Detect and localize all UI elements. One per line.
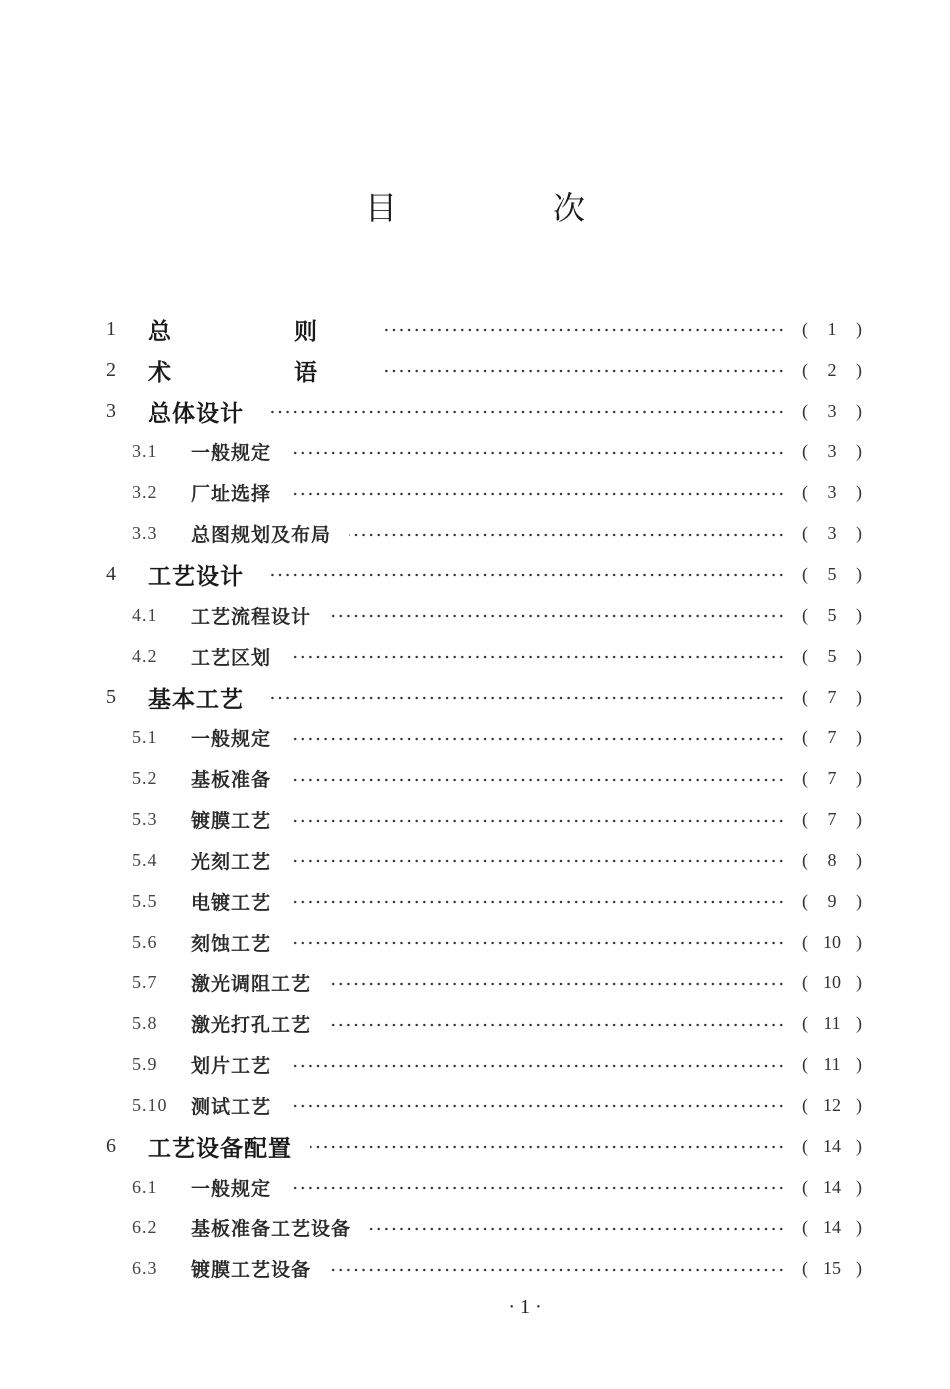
toc-entry-page: [802, 401, 862, 422]
toc-entry-number: 5.8: [132, 1013, 158, 1034]
toc-entry[interactable]: [0, 350, 950, 391]
page-open-paren: (: [802, 318, 808, 339]
page-close-paren: ): [856, 727, 862, 748]
dot-leader: [289, 1104, 785, 1108]
toc-entry-title: 总图规划及布局: [191, 520, 335, 547]
toc-entry-title: 基板准备: [191, 765, 275, 792]
page-value: 10: [823, 931, 841, 952]
toc-entry-number: 6.2: [132, 1217, 158, 1238]
toc-entry-page: [802, 687, 862, 708]
page-open-paren: (: [802, 441, 808, 462]
toc-entry-page: [802, 972, 862, 993]
toc-entry-number: 5.2: [132, 768, 158, 789]
page-close-paren: ): [856, 1176, 862, 1197]
toc-entry-page: [802, 809, 862, 830]
toc-entry-page: [802, 932, 862, 953]
toc-entry-page: [802, 850, 862, 871]
page-close-paren: ): [856, 359, 862, 380]
page-value: 11: [823, 1054, 841, 1075]
toc-entry-page: [802, 441, 862, 462]
dot-leader: [289, 819, 785, 823]
page-open-paren: (: [802, 686, 808, 707]
page-value: 3: [827, 441, 837, 462]
toc-entry-page: [802, 482, 862, 503]
page-open-paren: (: [802, 727, 808, 748]
toc-entry-title: 工艺设计: [148, 558, 248, 591]
toc-entry-page: [802, 1013, 862, 1034]
dot-leader: [270, 410, 785, 414]
dot-leader: [270, 696, 785, 700]
page-value: 14: [823, 1176, 841, 1197]
toc-entry-page: [802, 1177, 862, 1198]
toc-entry-page: [802, 360, 862, 381]
page-close-paren: ): [856, 686, 862, 707]
toc-entry-number: 5.6: [132, 931, 158, 952]
page-open-paren: (: [802, 768, 808, 789]
toc-entry-page: [802, 768, 862, 789]
toc-entry-title: 工艺区划: [191, 643, 275, 670]
page-close-paren: ): [856, 809, 862, 830]
dot-leader: [329, 1268, 785, 1272]
toc-entry-number: 1: [106, 317, 116, 340]
toc-entry[interactable]: [0, 309, 950, 350]
toc-entry[interactable]: [0, 1044, 950, 1085]
toc-entry-title: 电镀工艺: [191, 888, 275, 915]
page-close-paren: ): [856, 1258, 862, 1279]
page-open-paren: (: [802, 1013, 808, 1034]
page-open-paren: (: [802, 809, 808, 830]
toc-entry-number: 5: [106, 685, 116, 708]
dot-leader: [385, 328, 785, 332]
page-value: 7: [827, 809, 837, 830]
toc-entry-title: 激光调阻工艺: [191, 969, 315, 996]
page-close-paren: ): [856, 1217, 862, 1238]
toc-entry-page: [802, 1054, 862, 1075]
toc-entry-page: [802, 891, 862, 912]
page-value: 7: [827, 727, 837, 748]
page-value: 8: [827, 849, 837, 870]
page-value: 5: [827, 563, 837, 584]
dot-leader: [289, 941, 785, 945]
toc-entry[interactable]: [0, 1248, 950, 1289]
dot-leader: [310, 1145, 785, 1149]
toc-entry-page: [802, 727, 862, 748]
page-close-paren: ): [856, 1013, 862, 1034]
page-value: 1: [827, 318, 837, 339]
toc-entry[interactable]: [0, 717, 950, 758]
toc-entry-number: 4: [106, 562, 116, 585]
page-value: 5: [827, 645, 837, 666]
dot-leader: [329, 982, 785, 986]
toc-entry-title: 工艺流程设计: [191, 602, 315, 629]
toc-entry-title: 划片工艺: [191, 1051, 275, 1078]
toc-entry-title: 总 则: [148, 313, 371, 346]
dot-leader: [329, 614, 785, 618]
toc-entry[interactable]: [0, 513, 950, 554]
page-close-paren: ): [856, 604, 862, 625]
dot-leader: [289, 737, 785, 741]
page-open-paren: (: [802, 1054, 808, 1075]
toc-entry-number: 3.2: [132, 482, 158, 503]
toc-entry[interactable]: [0, 1003, 950, 1044]
toc-entry-number: 5.7: [132, 972, 158, 993]
toc-entry-title: 测试工艺: [191, 1092, 275, 1119]
page-open-paren: (: [802, 563, 808, 584]
toc-entry-title: 刻蚀工艺: [191, 929, 275, 956]
toc-entry-number: 5.3: [132, 809, 158, 830]
table-of-contents: [0, 309, 950, 1289]
page-close-paren: ): [856, 400, 862, 421]
page-open-paren: (: [802, 1094, 808, 1115]
toc-entry-number: 2: [106, 358, 116, 381]
page-value: 2: [827, 359, 837, 380]
dot-leader: [270, 573, 785, 577]
toc-entry[interactable]: [0, 554, 950, 595]
toc-entry-page: [802, 1258, 862, 1279]
toc-entry-title: 厂址选择: [191, 479, 275, 506]
toc-entry-title: 一般规定: [191, 438, 275, 465]
page-open-paren: (: [802, 849, 808, 870]
page-close-paren: ): [856, 563, 862, 584]
page-value: 5: [827, 604, 837, 625]
page-open-paren: (: [802, 1258, 808, 1279]
toc-entry-title: 镀膜工艺: [191, 806, 275, 833]
dot-leader: [289, 859, 785, 863]
toc-entry[interactable]: [0, 432, 950, 473]
page-open-paren: (: [802, 1135, 808, 1156]
page-close-paren: ): [856, 768, 862, 789]
toc-entry-page: [802, 523, 862, 544]
toc-entry-title: 镀膜工艺设备: [191, 1255, 315, 1282]
toc-entry-title: 一般规定: [191, 724, 275, 751]
toc-entry[interactable]: [0, 1208, 950, 1249]
toc-entry[interactable]: [0, 472, 950, 513]
page-close-paren: ): [856, 645, 862, 666]
toc-entry-number: 5.1: [132, 727, 158, 748]
page-number: · 1 ·: [508, 1296, 542, 1318]
dot-leader: [329, 1023, 785, 1027]
page-close-paren: ): [856, 849, 862, 870]
page-value: 10: [823, 972, 841, 993]
toc-entry[interactable]: [0, 1167, 950, 1208]
page-value: 12: [823, 1094, 841, 1115]
toc-entry-number: 5.10: [132, 1094, 168, 1115]
toc-entry[interactable]: [0, 677, 950, 718]
toc-entry-title: 工艺设备配置: [148, 1130, 296, 1163]
page-value: 3: [827, 482, 837, 503]
page-open-paren: (: [802, 400, 808, 421]
page-open-paren: (: [802, 890, 808, 911]
page-close-paren: ): [856, 1094, 862, 1115]
dot-leader: [289, 492, 785, 496]
toc-entry[interactable]: [0, 840, 950, 881]
toc-entry[interactable]: [0, 799, 950, 840]
page-open-paren: (: [802, 482, 808, 503]
toc-entry-number: 5.9: [132, 1054, 158, 1075]
toc-entry-page: [802, 1095, 862, 1116]
toc-entry-page: [802, 646, 862, 667]
toc-entry[interactable]: [0, 963, 950, 1004]
toc-entry-number: 6.1: [132, 1176, 158, 1197]
toc-entry-page: [802, 319, 862, 340]
toc-entry[interactable]: [0, 1085, 950, 1126]
page-close-paren: ): [856, 1054, 862, 1075]
page-close-paren: ): [856, 931, 862, 952]
toc-entry-number: 3.1: [132, 441, 158, 462]
dot-leader: [385, 369, 785, 373]
toc-entry-number: 5.4: [132, 849, 158, 870]
page-value: 15: [823, 1258, 841, 1279]
page-close-paren: ): [856, 441, 862, 462]
dot-leader: [289, 900, 785, 904]
dot-leader: [369, 1227, 785, 1231]
toc-entry[interactable]: [0, 1126, 950, 1167]
page-open-paren: (: [802, 604, 808, 625]
page-close-paren: ): [856, 482, 862, 503]
page-open-paren: (: [802, 972, 808, 993]
toc-entry[interactable]: [0, 922, 950, 963]
toc-entry-number: 3: [106, 399, 116, 422]
toc-entry-number: 3.3: [132, 523, 158, 544]
page-value: 3: [827, 400, 837, 421]
toc-entry[interactable]: [0, 758, 950, 799]
page-title: 目 次: [364, 189, 647, 227]
page-close-paren: ): [856, 890, 862, 911]
toc-entry-title: 激光打孔工艺: [191, 1010, 315, 1037]
page-value: 14: [823, 1217, 841, 1238]
dot-leader: [289, 1186, 785, 1190]
page-value: 9: [827, 890, 837, 911]
page-close-paren: ): [856, 523, 862, 544]
toc-entry-title: 基本工艺: [148, 681, 248, 714]
dot-leader: [289, 655, 785, 659]
toc-entry-title: 一般规定: [191, 1174, 275, 1201]
toc-entry-title: 基板准备工艺设备: [191, 1214, 355, 1241]
page-open-paren: (: [802, 645, 808, 666]
page-value: 7: [827, 686, 837, 707]
toc-entry-number: 6: [106, 1134, 116, 1157]
page-value: 7: [827, 768, 837, 789]
toc-entry-page: [802, 1217, 862, 1238]
dot-leader: [289, 451, 785, 455]
page-close-paren: ): [856, 1135, 862, 1156]
page-close-paren: ): [856, 318, 862, 339]
page-close-paren: ): [856, 972, 862, 993]
toc-entry[interactable]: [0, 636, 950, 677]
page-value: 3: [827, 523, 837, 544]
toc-entry[interactable]: [0, 881, 950, 922]
toc-entry-page: [802, 564, 862, 585]
dot-leader: [349, 533, 785, 537]
page-open-paren: (: [802, 523, 808, 544]
dot-leader: [289, 1064, 785, 1068]
page-value: 14: [823, 1135, 841, 1156]
toc-entry-title: 术 语: [148, 354, 371, 387]
toc-entry-number: 6.3: [132, 1258, 158, 1279]
toc-entry-number: 4.2: [132, 645, 158, 666]
toc-entry-title: 总体设计: [148, 395, 248, 428]
toc-entry[interactable]: [0, 595, 950, 636]
toc-entry-page: [802, 605, 862, 626]
page-open-paren: (: [802, 1217, 808, 1238]
toc-entry-title: 光刻工艺: [191, 847, 275, 874]
toc-entry[interactable]: [0, 391, 950, 432]
page-open-paren: (: [802, 359, 808, 380]
toc-entry-number: 4.1: [132, 604, 158, 625]
toc-entry-number: 5.5: [132, 890, 158, 911]
toc-entry-page: [802, 1136, 862, 1157]
page-open-paren: (: [802, 931, 808, 952]
dot-leader: [289, 778, 785, 782]
page-value: 11: [823, 1013, 841, 1034]
page-open-paren: (: [802, 1176, 808, 1197]
